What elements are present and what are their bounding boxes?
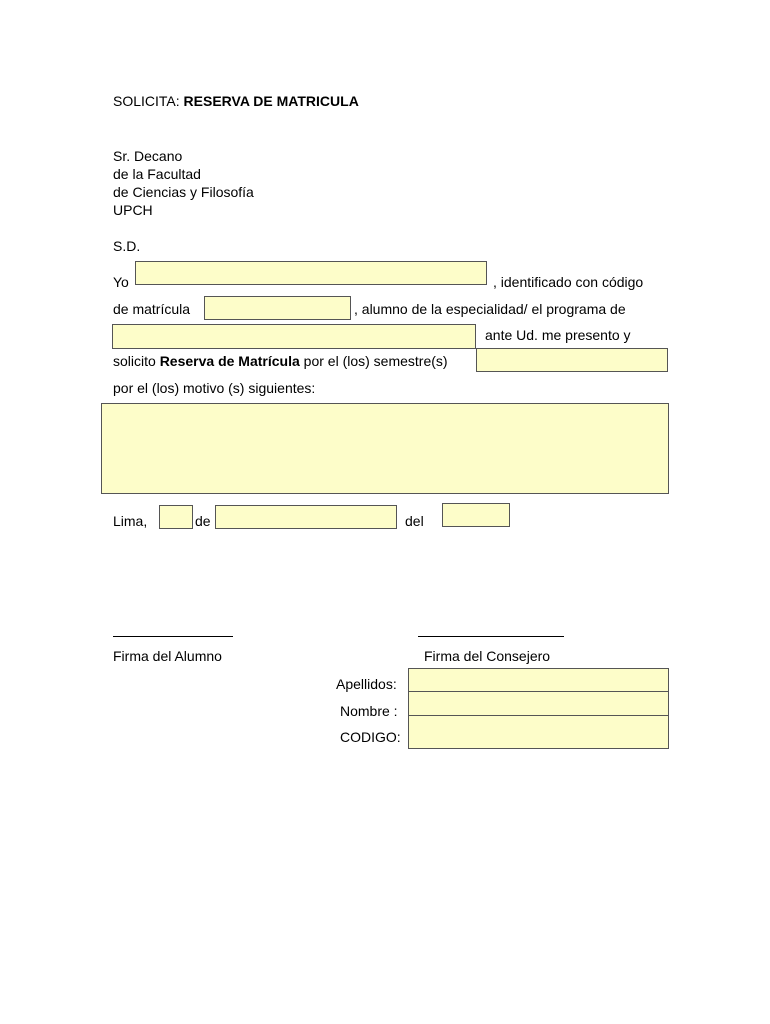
- codigo-field[interactable]: [408, 715, 669, 749]
- year-field[interactable]: [442, 503, 510, 527]
- apellidos-field[interactable]: [408, 668, 669, 692]
- addressee-line-1: Sr. Decano: [113, 148, 183, 164]
- counselor-signature-line: [418, 636, 564, 637]
- motivos-textarea[interactable]: [101, 403, 669, 494]
- day-field[interactable]: [159, 505, 193, 529]
- addressee-line-4: UPCH: [113, 202, 153, 218]
- solicita-line: [113, 93, 359, 110]
- sd-text: S.D.: [113, 238, 141, 254]
- motivos-label: por el (los) motivo (s) siguientes:: [113, 380, 316, 396]
- yo-label: Yo: [113, 274, 129, 290]
- de-label: de: [195, 513, 211, 529]
- nombre-field[interactable]: [408, 691, 669, 716]
- counselor-signature-label: Firma del Consejero: [424, 648, 551, 664]
- addressee-line-3: de Ciencias y Filosofía: [113, 184, 254, 200]
- solicita-label: SOLICITA:: [113, 93, 180, 109]
- identificado-text: , identificado con código: [493, 274, 644, 290]
- alumno-text: , alumno de la especialidad/ el programa de: [354, 301, 626, 317]
- student-signature-label: Firma del Alumno: [113, 648, 222, 664]
- ante-text: ante Ud. me presento y: [485, 327, 631, 343]
- student-signature-line: [113, 636, 233, 637]
- solicita-value: RESERVA DE MATRICULA: [183, 93, 359, 109]
- month-field[interactable]: [215, 505, 397, 529]
- apellidos-label: Apellidos:: [336, 676, 397, 692]
- especialidad-field[interactable]: [112, 324, 476, 349]
- reserva-text: Reserva de Matrícula: [159, 353, 300, 369]
- addressee-line-2: de la Facultad: [113, 166, 201, 182]
- student-name-field[interactable]: [135, 261, 487, 285]
- nombre-label: Nombre :: [340, 703, 398, 719]
- de-matricula-label: de matrícula: [113, 301, 191, 317]
- del-label: del: [405, 513, 424, 529]
- solicito-text: solicito: [113, 353, 156, 369]
- solicito-line: [113, 353, 448, 370]
- lima-label: Lima,: [113, 513, 148, 529]
- matricula-code-field[interactable]: [204, 296, 351, 320]
- semestres-field[interactable]: [476, 348, 668, 372]
- codigo-label: CODIGO:: [340, 729, 401, 745]
- por-semestre-text: por el (los) semestre(s): [303, 353, 448, 369]
